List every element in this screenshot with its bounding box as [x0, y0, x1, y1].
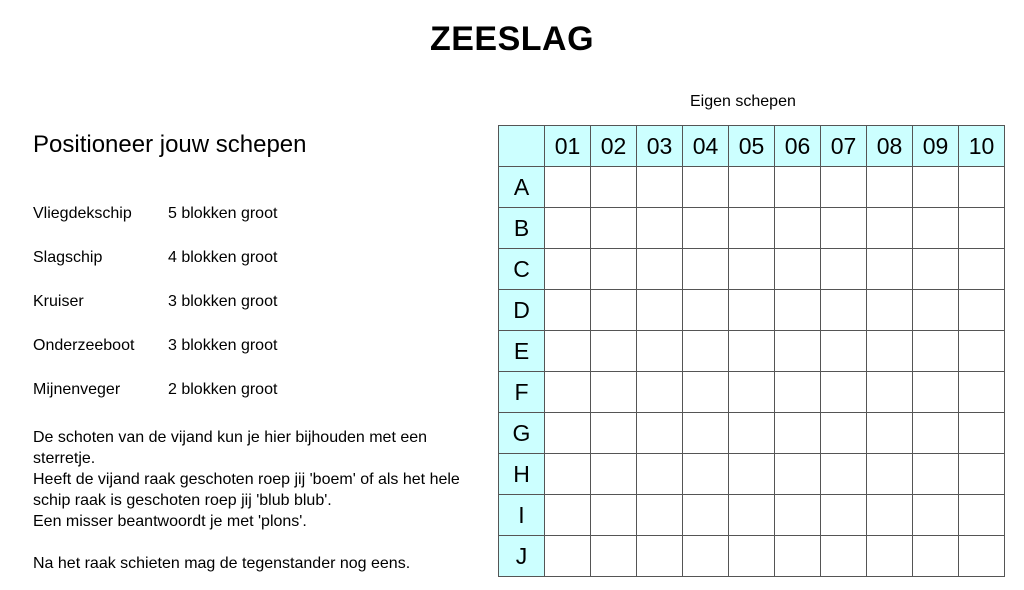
grid-cell[interactable]	[683, 208, 729, 249]
grid-cell[interactable]	[591, 372, 637, 413]
grid-corner-cell	[499, 126, 545, 167]
grid-cell[interactable]	[821, 413, 867, 454]
grid-cell[interactable]	[821, 249, 867, 290]
grid-cell[interactable]	[545, 167, 591, 208]
grid-cell[interactable]	[729, 536, 775, 577]
grid-cell[interactable]	[775, 495, 821, 536]
grid-row	[499, 536, 1005, 577]
grid-cell[interactable]	[821, 495, 867, 536]
grid-cell[interactable]	[775, 454, 821, 495]
grid-cell[interactable]	[545, 372, 591, 413]
column-header: 02	[591, 126, 637, 167]
instruction-line: Heeft de vijand raak geschoten roep jij 'boem' of als het hele schip raak is geschoten roep jij 'blub blub'.	[33, 471, 460, 509]
grid-cell[interactable]	[821, 290, 867, 331]
column-header: 09	[913, 126, 959, 167]
instructions	[33, 427, 493, 574]
grid-cell[interactable]	[913, 536, 959, 577]
grid-cell[interactable]	[821, 536, 867, 577]
grid-cell[interactable]	[545, 454, 591, 495]
ship-size: 3 blokken groot	[168, 337, 278, 354]
column-header: 06	[775, 126, 821, 167]
grid-row	[499, 249, 1005, 290]
grid-cell[interactable]	[729, 454, 775, 495]
grid-cell[interactable]	[867, 413, 913, 454]
grid-cell[interactable]	[729, 167, 775, 208]
grid-cell[interactable]	[775, 167, 821, 208]
grid-cell[interactable]	[683, 536, 729, 577]
grid-cell[interactable]	[729, 208, 775, 249]
grid-cell[interactable]	[637, 167, 683, 208]
ship-size: 5 blokken groot	[168, 205, 278, 222]
grid-cell[interactable]	[867, 290, 913, 331]
grid-cell[interactable]	[867, 167, 913, 208]
column-header: 08	[867, 126, 913, 167]
column-header: 07	[821, 126, 867, 167]
column-header: 05	[729, 126, 775, 167]
grid-cell[interactable]	[637, 495, 683, 536]
row-header: H	[499, 454, 545, 495]
grid-cell[interactable]	[959, 413, 1005, 454]
grid-cell[interactable]	[591, 454, 637, 495]
grid-row	[499, 167, 1005, 208]
instruction-line: De schoten van de vijand kun je hier bijhouden met een sterretje.	[33, 429, 428, 467]
row-header: I	[499, 495, 545, 536]
grid-cell[interactable]	[545, 208, 591, 249]
grid-cell[interactable]	[729, 372, 775, 413]
grid-cell[interactable]	[683, 167, 729, 208]
ship-name: Vliegdekschip	[33, 205, 132, 222]
ship-row	[33, 381, 277, 425]
grid-cell[interactable]	[775, 331, 821, 372]
grid-cell[interactable]	[913, 413, 959, 454]
grid-cell[interactable]	[683, 454, 729, 495]
grid-cell[interactable]	[959, 208, 1005, 249]
grid-cell[interactable]	[591, 495, 637, 536]
row-header: B	[499, 208, 545, 249]
ship-size: 3 blokken groot	[168, 293, 278, 310]
ship-size: 2 blokken groot	[168, 381, 278, 398]
grid-row	[499, 454, 1005, 495]
grid-cell[interactable]	[913, 167, 959, 208]
grid-cell[interactable]	[867, 495, 913, 536]
ship-row	[33, 337, 277, 381]
grid-cell[interactable]	[637, 536, 683, 577]
grid-cell[interactable]	[821, 167, 867, 208]
row-header: F	[499, 372, 545, 413]
grid-cell[interactable]	[729, 331, 775, 372]
grid-cell[interactable]	[683, 249, 729, 290]
grid-cell[interactable]	[683, 413, 729, 454]
column-header: 04	[683, 126, 729, 167]
grid-cell[interactable]	[775, 249, 821, 290]
grid-cell[interactable]	[591, 536, 637, 577]
grid-cell[interactable]	[867, 208, 913, 249]
row-header: D	[499, 290, 545, 331]
grid-cell[interactable]	[959, 372, 1005, 413]
grid-cell[interactable]	[959, 495, 1005, 536]
grid-cell[interactable]	[821, 454, 867, 495]
grid-cell[interactable]	[683, 495, 729, 536]
grid-cell[interactable]	[959, 454, 1005, 495]
grid-cell[interactable]	[637, 372, 683, 413]
grid-cell[interactable]	[545, 290, 591, 331]
grid-cell[interactable]	[913, 249, 959, 290]
grid-row	[499, 331, 1005, 372]
grid-cell[interactable]	[775, 413, 821, 454]
ship-row	[33, 293, 277, 337]
grid-cell[interactable]	[545, 536, 591, 577]
grid-cell[interactable]	[913, 208, 959, 249]
grid-cell[interactable]	[913, 454, 959, 495]
column-header: 01	[545, 126, 591, 167]
grid-row	[499, 372, 1005, 413]
grid-cell[interactable]	[729, 495, 775, 536]
grid-cell[interactable]	[683, 290, 729, 331]
grid-cell[interactable]	[867, 249, 913, 290]
grid-cell[interactable]	[729, 413, 775, 454]
ship-list	[33, 205, 277, 425]
grid-cell[interactable]	[867, 536, 913, 577]
grid-cell[interactable]	[959, 331, 1005, 372]
grid-cell[interactable]	[545, 413, 591, 454]
grid-cell[interactable]	[959, 536, 1005, 577]
grid-cell[interactable]	[821, 331, 867, 372]
grid-cell[interactable]	[637, 454, 683, 495]
ship-size: 4 blokken groot	[168, 249, 278, 266]
grid-row	[499, 413, 1005, 454]
grid-cell[interactable]	[591, 290, 637, 331]
grid-cell[interactable]	[545, 495, 591, 536]
grid-cell[interactable]	[775, 208, 821, 249]
column-header: 10	[959, 126, 1005, 167]
grid-row	[499, 208, 1005, 249]
grid-cell[interactable]	[683, 372, 729, 413]
grid-cell[interactable]	[959, 290, 1005, 331]
ship-name: Slagschip	[33, 249, 103, 266]
ship-name: Onderzeeboot	[33, 337, 135, 354]
grid-cell[interactable]	[637, 208, 683, 249]
grid-cell[interactable]	[913, 495, 959, 536]
row-header: C	[499, 249, 545, 290]
grid-cell[interactable]	[959, 167, 1005, 208]
grid-cell[interactable]	[913, 331, 959, 372]
grid-cell[interactable]	[729, 290, 775, 331]
ship-name: Kruiser	[33, 293, 84, 310]
grid-cell[interactable]	[913, 290, 959, 331]
grid-cell[interactable]	[591, 413, 637, 454]
grid-cell[interactable]	[545, 249, 591, 290]
grid-cell[interactable]	[591, 208, 637, 249]
page-title: ZEESLAG	[429, 20, 595, 58]
grid-cell[interactable]	[775, 290, 821, 331]
grid-cell[interactable]	[775, 372, 821, 413]
grid-cell[interactable]	[637, 413, 683, 454]
grid-cell[interactable]	[637, 290, 683, 331]
section-heading: Positioneer jouw schepen	[33, 131, 307, 158]
grid-cell[interactable]	[821, 372, 867, 413]
instruction-line: Een misser beantwoordt je met 'plons'.	[33, 513, 307, 530]
grid-row	[499, 495, 1005, 536]
grid-cell[interactable]	[591, 167, 637, 208]
grid-cell[interactable]	[637, 331, 683, 372]
battleship-grid	[498, 125, 1005, 577]
row-header: E	[499, 331, 545, 372]
grid-cell[interactable]	[683, 331, 729, 372]
grid-header-row	[499, 126, 1005, 167]
column-header: 03	[637, 126, 683, 167]
grid-cell[interactable]	[867, 454, 913, 495]
grid-cell[interactable]	[821, 208, 867, 249]
grid-cell[interactable]	[867, 331, 913, 372]
grid-cell[interactable]	[775, 536, 821, 577]
ship-row	[33, 249, 277, 293]
grid-row	[499, 290, 1005, 331]
grid-cell[interactable]	[959, 249, 1005, 290]
row-header: G	[499, 413, 545, 454]
row-header: J	[499, 536, 545, 577]
grid-cell[interactable]	[591, 331, 637, 372]
grid-cell[interactable]	[591, 249, 637, 290]
grid-cell[interactable]	[867, 372, 913, 413]
grid-cell[interactable]	[545, 331, 591, 372]
instruction-line: Na het raak schieten mag de tegenstander nog eens.	[33, 555, 411, 572]
ship-row	[33, 205, 277, 249]
grid-cell[interactable]	[729, 249, 775, 290]
grid-caption: Eigen schepen	[690, 93, 796, 110]
row-header: A	[499, 167, 545, 208]
grid-cell[interactable]	[913, 372, 959, 413]
grid-cell[interactable]	[637, 249, 683, 290]
ship-name: Mijnenveger	[33, 381, 121, 398]
